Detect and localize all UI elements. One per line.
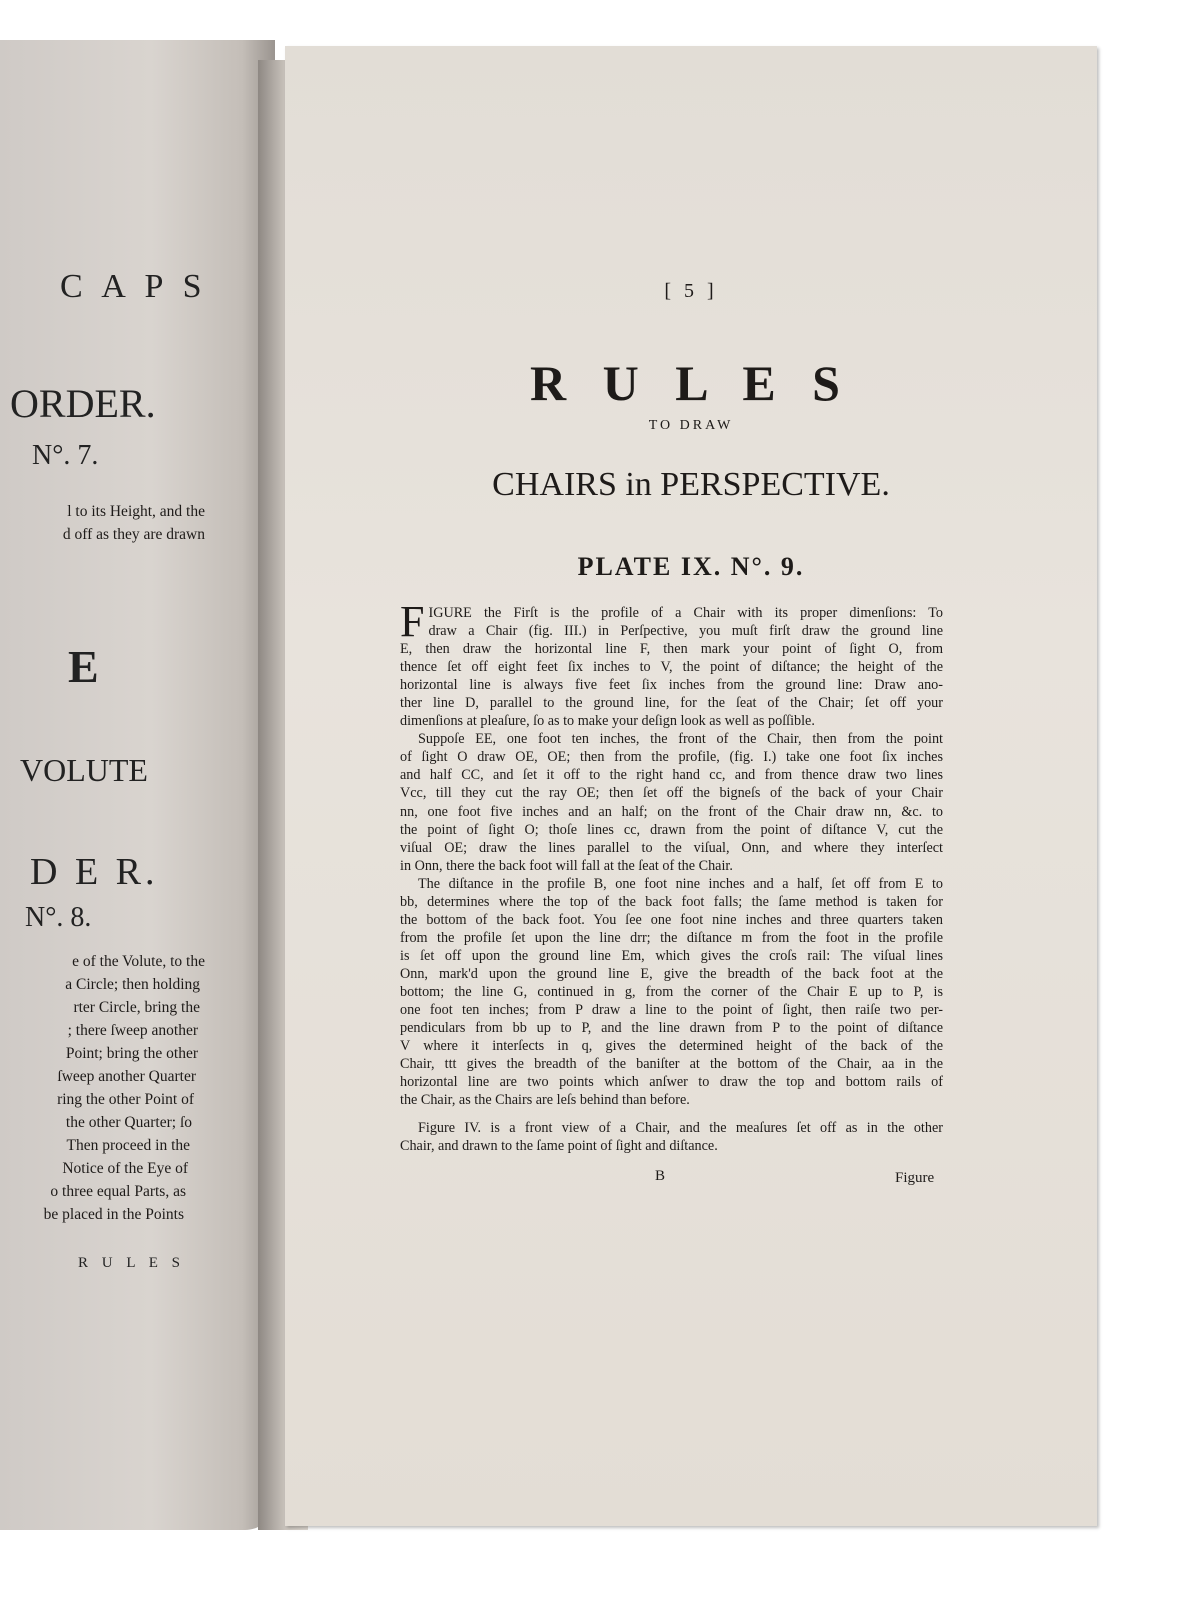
text-line: the point of ſight O; thoſe lines cc, drawn from the point of diſtance V, cut the xyxy=(400,821,943,838)
left-number-8: N°. 8. xyxy=(25,902,92,933)
text-line: Vcc, till they cut the ray OE; then ſet off the bigneſs of the back of your Chair xyxy=(400,785,943,802)
plate-heading: PLATE IX. N°. 9. xyxy=(577,552,805,581)
left-body-line: be placed in the Points xyxy=(43,1206,184,1223)
text-line: the Chair, as the Chairs are leſs behind than before. xyxy=(400,1092,690,1109)
text-line: horizontal line are two points which anſwer to draw the top and bottom rails of xyxy=(400,1074,943,1091)
text-line: dimenſions at pleaſure, ſo as to make your deſign look as well as poſſible. xyxy=(400,713,815,730)
left-body-line: ring the other Point of xyxy=(57,1091,194,1108)
right-page xyxy=(285,46,1097,1526)
text-line: Suppoſe EE, one foot ten inches, the front of the Chair, then from the point xyxy=(418,731,943,748)
page-title: R U L E S xyxy=(530,355,852,411)
left-number-7: N°. 7. xyxy=(32,440,99,471)
text-line: bottom; the line G, continued in g, from the corner of the Chair E up to P, is xyxy=(400,983,943,1000)
text-line: draw a Chair (fig. III.) in Perſpective, you muſt firſt draw the ground line xyxy=(428,623,943,640)
left-body-line: a Circle; then holding xyxy=(65,976,200,993)
paragraph-2 xyxy=(400,730,943,874)
text-line: horizontal line is always five feet ſix inches from the ground line: Draw ano- xyxy=(400,677,943,694)
left-catchword: R U L E S xyxy=(78,1255,185,1271)
text-line: from the profile ſet upon the line drr; the diſtance m from the foot in the profile xyxy=(400,929,943,946)
left-body-line: e of the Volute, to the xyxy=(72,953,205,970)
left-intro-line: d off as they are drawn xyxy=(62,526,205,543)
paragraph-1 xyxy=(400,597,943,730)
text-line: V where it interſects in q, gives the determined height of the back of the xyxy=(400,1038,943,1055)
left-order-heading-2: D E R. xyxy=(30,851,159,893)
text-line: one foot ten inches; from P draw a line to the point of ſight, then raiſe two per- xyxy=(400,1002,943,1019)
left-body-line: Notice of the Eye of xyxy=(62,1160,188,1177)
text-line: the bottom of the back foot. You ſee one foot nine inches and three quarters taken xyxy=(400,911,943,928)
text-line: bb, determines where the top of the back foot falls; the ſame method is taken for xyxy=(400,893,943,910)
left-intro-line: l to its Height, and the xyxy=(67,503,205,520)
text-line: is ſet off upon the ground line Em, which gives the croſs rail: The viſual lines xyxy=(400,947,943,964)
catchword: Figure xyxy=(895,1170,935,1186)
section-heading: CHAIRS in PERSPECTIVE. xyxy=(492,466,890,503)
text-line: of ſight O draw OE, OE; then from the profile, (fig. I.) take one foot ſix inches xyxy=(400,749,943,766)
signature-mark: B xyxy=(655,1168,666,1184)
left-body-line: the other Quarter; ſo xyxy=(65,1114,192,1131)
text-line: thence ſet off eight feet ſix inches to V, the point of diſtance; the height of the xyxy=(400,659,943,676)
paragraph-3 xyxy=(400,875,943,1110)
left-body-line: o three equal Parts, as xyxy=(50,1183,186,1200)
text-line: The diſtance in the profile B, one foot nine inches and a half, ſet off from E to xyxy=(418,875,943,892)
left-body-line: Then proceed in the xyxy=(66,1137,190,1154)
text-line: in Onn, there the back foot will fall at the ſeat of the Chair. xyxy=(400,857,733,874)
page-subtitle: TO DRAW xyxy=(648,418,734,433)
text-line: Figure IV. is a front view of a Chair, and the meaſures ſet off as in the other xyxy=(418,1120,943,1137)
text-line: Onn, mark'd upon the ground line E, give the breadth of the back foot at the xyxy=(400,965,943,982)
left-body-line: Point; bring the other xyxy=(65,1045,198,1062)
paragraph-4 xyxy=(400,1119,943,1155)
drop-cap: F xyxy=(400,597,425,646)
text-line: IGURE the Firſt is the profile of a Chair with its proper dimenſions: To xyxy=(428,605,943,621)
body-text xyxy=(400,597,943,1155)
left-caps-heading: C A P S xyxy=(60,268,208,305)
text-line: and half CC, and ſet it off to the right hand cc, and from thence draw two lines xyxy=(400,767,943,784)
left-order-heading: ORDER. xyxy=(10,381,156,426)
page-number: [ 5 ] xyxy=(664,280,718,302)
text-line: pendiculars from bb up to P, and the line drawn from P to the point of diſtance xyxy=(400,1020,943,1037)
text-line: Chair, and drawn to the ſame point of ſight and diſtance. xyxy=(400,1138,718,1155)
text-line: ther line D, parallel to the ground line, for the ſeat of the Chair; ſet off your xyxy=(400,695,943,712)
left-letter-e: E xyxy=(68,641,99,692)
left-volute-heading: VOLUTE xyxy=(20,752,148,788)
text-line: nn, one foot five inches and an half; on the front of the Chair draw nn, &c. to xyxy=(400,803,943,820)
text-line: Chair, ttt gives the breadth of the baniſter at the bottom of the Chair, aa in the xyxy=(400,1056,943,1073)
left-body-line: ſweep another Quarter xyxy=(57,1068,196,1085)
left-page xyxy=(0,40,275,1530)
text-line: viſual OE; draw the lines parallel to the viſual, Onn, and where they interſect xyxy=(400,839,943,856)
text-line: E, then draw the horizontal line F, then mark your point of ſight O, from xyxy=(400,641,943,658)
left-body-line: rter Circle, bring the xyxy=(73,999,200,1016)
left-body-line: ; there ſweep another xyxy=(67,1022,198,1039)
